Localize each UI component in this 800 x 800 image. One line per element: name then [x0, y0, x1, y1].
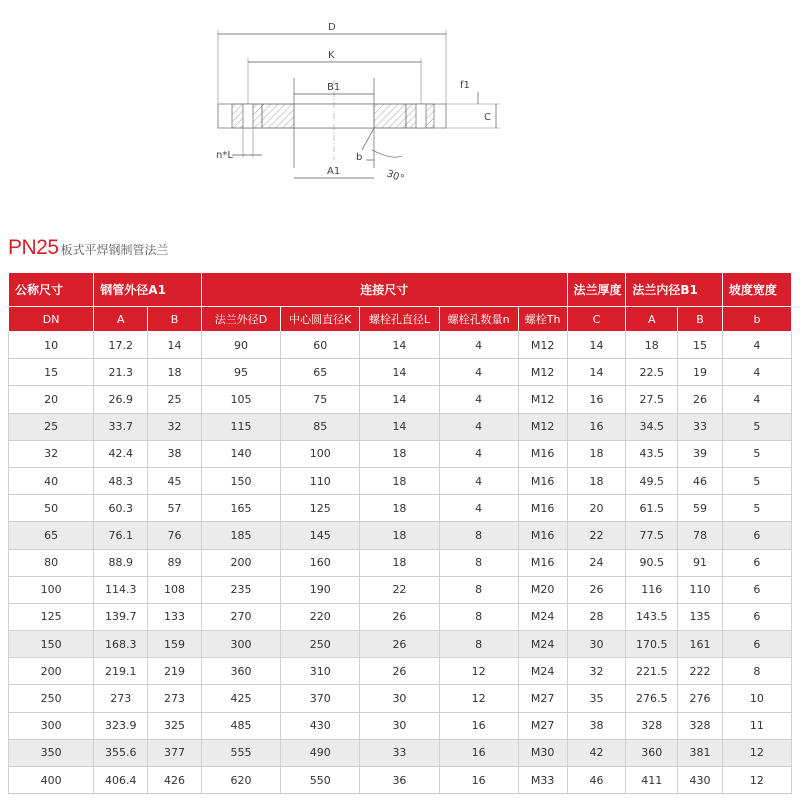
table-cell: 270: [201, 603, 280, 630]
table-cell: 50: [9, 495, 94, 522]
table-cell: 139.7: [94, 603, 148, 630]
subheader-cell: B: [678, 307, 723, 332]
table-cell: 4: [439, 495, 518, 522]
table-cell: 4: [439, 386, 518, 413]
table-cell: 11: [722, 712, 791, 739]
table-cell: 61.5: [626, 495, 678, 522]
label-b: b: [356, 152, 363, 163]
table-cell: M30: [518, 739, 567, 766]
table-cell: 38: [148, 440, 202, 467]
table-cell: 26: [360, 631, 439, 658]
table-cell: 220: [281, 603, 360, 630]
table-cell: 406.4: [94, 767, 148, 794]
table-cell: 65: [281, 359, 360, 386]
table-cell: 14: [360, 386, 439, 413]
table-cell: 310: [281, 658, 360, 685]
table-cell: 33: [678, 413, 723, 440]
table-cell: M12: [518, 413, 567, 440]
table-cell: 170.5: [626, 631, 678, 658]
table-cell: 43.5: [626, 440, 678, 467]
table-cell: 95: [201, 359, 280, 386]
table-cell: 221.5: [626, 658, 678, 685]
table-cell: 25: [9, 413, 94, 440]
table-cell: 10: [722, 685, 791, 712]
table-row: [9, 739, 792, 766]
table-cell: 250: [281, 631, 360, 658]
table-cell: 5: [722, 467, 791, 494]
table-row: [9, 522, 792, 549]
table-row: [9, 413, 792, 440]
table-cell: 620: [201, 767, 280, 794]
table-cell: 16: [439, 767, 518, 794]
table-cell: M16: [518, 495, 567, 522]
table-cell: 20: [9, 386, 94, 413]
table-row: [9, 332, 792, 359]
table-cell: 36: [360, 767, 439, 794]
header-pipe-od: 钢管外径A1: [94, 273, 202, 307]
table-cell: 24: [567, 549, 626, 576]
subheader-cell: A: [626, 307, 678, 332]
group-header-row: [9, 273, 792, 307]
table-cell: M24: [518, 603, 567, 630]
table-cell: 125: [281, 495, 360, 522]
table-cell: 110: [678, 576, 723, 603]
table-cell: 350: [9, 739, 94, 766]
table-cell: 4: [439, 359, 518, 386]
table-row: [9, 495, 792, 522]
table-cell: 33: [360, 739, 439, 766]
table-cell: 18: [567, 440, 626, 467]
table-cell: 125: [9, 603, 94, 630]
table-cell: 21.3: [94, 359, 148, 386]
table-cell: 59: [678, 495, 723, 522]
table-cell: 150: [201, 467, 280, 494]
table-cell: 40: [9, 467, 94, 494]
table-cell: 325: [148, 712, 202, 739]
table-cell: 27.5: [626, 386, 678, 413]
subheader-cell: A: [94, 307, 148, 332]
table-cell: 77.5: [626, 522, 678, 549]
table-cell: 8: [439, 522, 518, 549]
table-cell: 60: [281, 332, 360, 359]
subheader-cell: C: [567, 307, 626, 332]
table-row: [9, 603, 792, 630]
table-cell: 6: [722, 522, 791, 549]
table-cell: 110: [281, 467, 360, 494]
table-cell: M16: [518, 549, 567, 576]
table-cell: 219.1: [94, 658, 148, 685]
pressure-class-title: PN25: [8, 236, 59, 259]
table-cell: M27: [518, 712, 567, 739]
table-cell: 89: [148, 549, 202, 576]
table-cell: M12: [518, 332, 567, 359]
table-cell: 133: [148, 603, 202, 630]
table-cell: 14: [567, 359, 626, 386]
table-cell: 222: [678, 658, 723, 685]
table-cell: 145: [281, 522, 360, 549]
table-cell: 75: [281, 386, 360, 413]
table-cell: 276: [678, 685, 723, 712]
label-nl: n*L: [216, 150, 233, 161]
table-cell: 165: [201, 495, 280, 522]
table-cell: 5: [722, 413, 791, 440]
table-cell: 200: [9, 658, 94, 685]
table-cell: 12: [439, 685, 518, 712]
header-inner-diameter: 法兰内径B1: [626, 273, 722, 307]
table-cell: 190: [281, 576, 360, 603]
table-cell: 377: [148, 739, 202, 766]
table-cell: 49.5: [626, 467, 678, 494]
subheader-cell: 螺栓孔数量n: [439, 307, 518, 332]
table-cell: 4: [439, 440, 518, 467]
table-cell: 8: [439, 576, 518, 603]
label-a1: A1: [327, 166, 341, 177]
table-row: [9, 767, 792, 794]
header-nominal-size: 公称尺寸: [9, 273, 94, 307]
table-cell: 18: [567, 467, 626, 494]
table-cell: 555: [201, 739, 280, 766]
table-cell: M33: [518, 767, 567, 794]
table-cell: 78: [678, 522, 723, 549]
table-cell: 4: [439, 467, 518, 494]
table-cell: 12: [439, 658, 518, 685]
table-cell: 91: [678, 549, 723, 576]
table-cell: 26: [360, 658, 439, 685]
table-cell: 411: [626, 767, 678, 794]
subheader-cell: 中心圆直径K: [281, 307, 360, 332]
table-cell: 143.5: [626, 603, 678, 630]
table-cell: 235: [201, 576, 280, 603]
table-cell: 85: [281, 413, 360, 440]
subheader-cell: 法兰外径D: [201, 307, 280, 332]
table-cell: 15: [9, 359, 94, 386]
table-cell: 426: [148, 767, 202, 794]
table-cell: 32: [148, 413, 202, 440]
table-row: [9, 631, 792, 658]
table-cell: M16: [518, 522, 567, 549]
table-cell: 18: [360, 495, 439, 522]
table-cell: 12: [722, 739, 791, 766]
table-cell: 30: [360, 712, 439, 739]
table-cell: 22: [360, 576, 439, 603]
table-cell: 6: [722, 576, 791, 603]
table-cell: 17.2: [94, 332, 148, 359]
table-cell: 5: [722, 495, 791, 522]
table-cell: 14: [360, 359, 439, 386]
table-cell: 76.1: [94, 522, 148, 549]
table-cell: 34.5: [626, 413, 678, 440]
table-row: [9, 440, 792, 467]
table-cell: 4: [722, 386, 791, 413]
table-cell: 200: [201, 549, 280, 576]
table-cell: M24: [518, 658, 567, 685]
table-cell: 19: [678, 359, 723, 386]
table-cell: 115: [201, 413, 280, 440]
subheader-row: [9, 307, 792, 332]
table-cell: 150: [9, 631, 94, 658]
table-cell: 30: [567, 631, 626, 658]
table-cell: 26: [678, 386, 723, 413]
table-cell: 28: [567, 603, 626, 630]
table-cell: 108: [148, 576, 202, 603]
table-cell: 105: [201, 386, 280, 413]
table-cell: 18: [360, 522, 439, 549]
table-cell: 14: [567, 332, 626, 359]
table-cell: 430: [281, 712, 360, 739]
table-cell: 8: [439, 603, 518, 630]
table-cell: 323.9: [94, 712, 148, 739]
table-cell: 485: [201, 712, 280, 739]
table-cell: 300: [9, 712, 94, 739]
table-cell: 26: [360, 603, 439, 630]
table-row: [9, 549, 792, 576]
table-cell: 16: [439, 739, 518, 766]
label-k: K: [328, 50, 335, 61]
table-cell: 26.9: [94, 386, 148, 413]
table-row: [9, 712, 792, 739]
table-cell: 22.5: [626, 359, 678, 386]
table-row: [9, 467, 792, 494]
table-cell: 160: [281, 549, 360, 576]
table-cell: 25: [148, 386, 202, 413]
table-cell: 360: [201, 658, 280, 685]
label-b1: B1: [327, 82, 341, 93]
table-cell: 5: [722, 440, 791, 467]
table-cell: 14: [360, 332, 439, 359]
subheader-cell: B: [148, 307, 202, 332]
table-cell: 46: [678, 467, 723, 494]
label-angle: 30°: [384, 168, 406, 185]
table-cell: 8: [722, 658, 791, 685]
table-cell: 14: [148, 332, 202, 359]
table-cell: 18: [626, 332, 678, 359]
subheader-cell: b: [722, 307, 791, 332]
table-cell: M24: [518, 631, 567, 658]
table-cell: 381: [678, 739, 723, 766]
flange-cross-section-diagram: [0, 0, 800, 200]
table-row: [9, 386, 792, 413]
table-cell: 22: [567, 522, 626, 549]
table-cell: 32: [9, 440, 94, 467]
table-cell: 46: [567, 767, 626, 794]
table-cell: 355.6: [94, 739, 148, 766]
table-cell: 4: [439, 413, 518, 440]
header-connection: 连接尺寸: [201, 273, 567, 307]
table-cell: 42.4: [94, 440, 148, 467]
table-cell: 18: [360, 440, 439, 467]
table-cell: 8: [439, 631, 518, 658]
table-row: [9, 685, 792, 712]
table-cell: 116: [626, 576, 678, 603]
table-cell: 276.5: [626, 685, 678, 712]
table-cell: 300: [201, 631, 280, 658]
table-cell: 42: [567, 739, 626, 766]
table-cell: 6: [722, 549, 791, 576]
table-cell: 57: [148, 495, 202, 522]
table-cell: 45: [148, 467, 202, 494]
table-cell: 168.3: [94, 631, 148, 658]
table-cell: 425: [201, 685, 280, 712]
table-cell: 400: [9, 767, 94, 794]
table-cell: 90: [201, 332, 280, 359]
table-cell: 550: [281, 767, 360, 794]
table-cell: 32: [567, 658, 626, 685]
table-cell: 430: [678, 767, 723, 794]
table-cell: 76: [148, 522, 202, 549]
table-cell: 39: [678, 440, 723, 467]
table-cell: 18: [360, 549, 439, 576]
table-cell: M12: [518, 386, 567, 413]
table-cell: M12: [518, 359, 567, 386]
table-cell: 161: [678, 631, 723, 658]
table-cell: 114.3: [94, 576, 148, 603]
table-cell: 16: [567, 386, 626, 413]
table-cell: 219: [148, 658, 202, 685]
table-cell: 328: [678, 712, 723, 739]
table-cell: 60.3: [94, 495, 148, 522]
table-cell: 18: [148, 359, 202, 386]
table-cell: 250: [9, 685, 94, 712]
table-cell: 16: [567, 413, 626, 440]
table-row: [9, 658, 792, 685]
table-cell: M27: [518, 685, 567, 712]
table-cell: 273: [94, 685, 148, 712]
table-cell: 273: [148, 685, 202, 712]
table-cell: 135: [678, 603, 723, 630]
table-cell: 490: [281, 739, 360, 766]
table-cell: 80: [9, 549, 94, 576]
table-cell: 15: [678, 332, 723, 359]
table-row: [9, 576, 792, 603]
table-cell: 33.7: [94, 413, 148, 440]
table-row: [9, 359, 792, 386]
label-d: D: [328, 22, 336, 33]
header-thickness: 法兰厚度: [567, 273, 626, 307]
subheader-cell: 螺栓孔直径L: [360, 307, 439, 332]
table-cell: 140: [201, 440, 280, 467]
table-body: [9, 332, 792, 794]
table-cell: 4: [439, 332, 518, 359]
table-cell: 370: [281, 685, 360, 712]
table-cell: 16: [439, 712, 518, 739]
subheader-cell: DN: [9, 307, 94, 332]
table-cell: M16: [518, 440, 567, 467]
subheader-cell: 螺栓Th: [518, 307, 567, 332]
table-cell: 159: [148, 631, 202, 658]
table-cell: 4: [722, 332, 791, 359]
table-cell: 12: [722, 767, 791, 794]
table-cell: 65: [9, 522, 94, 549]
table-cell: 38: [567, 712, 626, 739]
table-cell: 6: [722, 631, 791, 658]
header-bevel-width: 坡度宽度: [722, 273, 791, 307]
table-cell: 6: [722, 603, 791, 630]
table-cell: 20: [567, 495, 626, 522]
table-cell: 90.5: [626, 549, 678, 576]
table-cell: 18: [360, 467, 439, 494]
label-f1: f1: [460, 80, 470, 91]
table-cell: M16: [518, 467, 567, 494]
table-cell: 35: [567, 685, 626, 712]
table-cell: 30: [360, 685, 439, 712]
table-cell: 100: [281, 440, 360, 467]
table-cell: 185: [201, 522, 280, 549]
table-cell: 10: [9, 332, 94, 359]
table-cell: 4: [722, 359, 791, 386]
table-cell: 100: [9, 576, 94, 603]
table-cell: 14: [360, 413, 439, 440]
table-cell: 26: [567, 576, 626, 603]
flange-dimension-table: [8, 272, 792, 794]
table-title: [8, 236, 169, 266]
table-cell: 8: [439, 549, 518, 576]
flange-type-subtitle: 板式平焊钢制管法兰: [60, 243, 169, 257]
table-cell: 88.9: [94, 549, 148, 576]
table-cell: 360: [626, 739, 678, 766]
label-c: C: [484, 112, 491, 123]
table-cell: M20: [518, 576, 567, 603]
table-cell: 48.3: [94, 467, 148, 494]
table-cell: 328: [626, 712, 678, 739]
